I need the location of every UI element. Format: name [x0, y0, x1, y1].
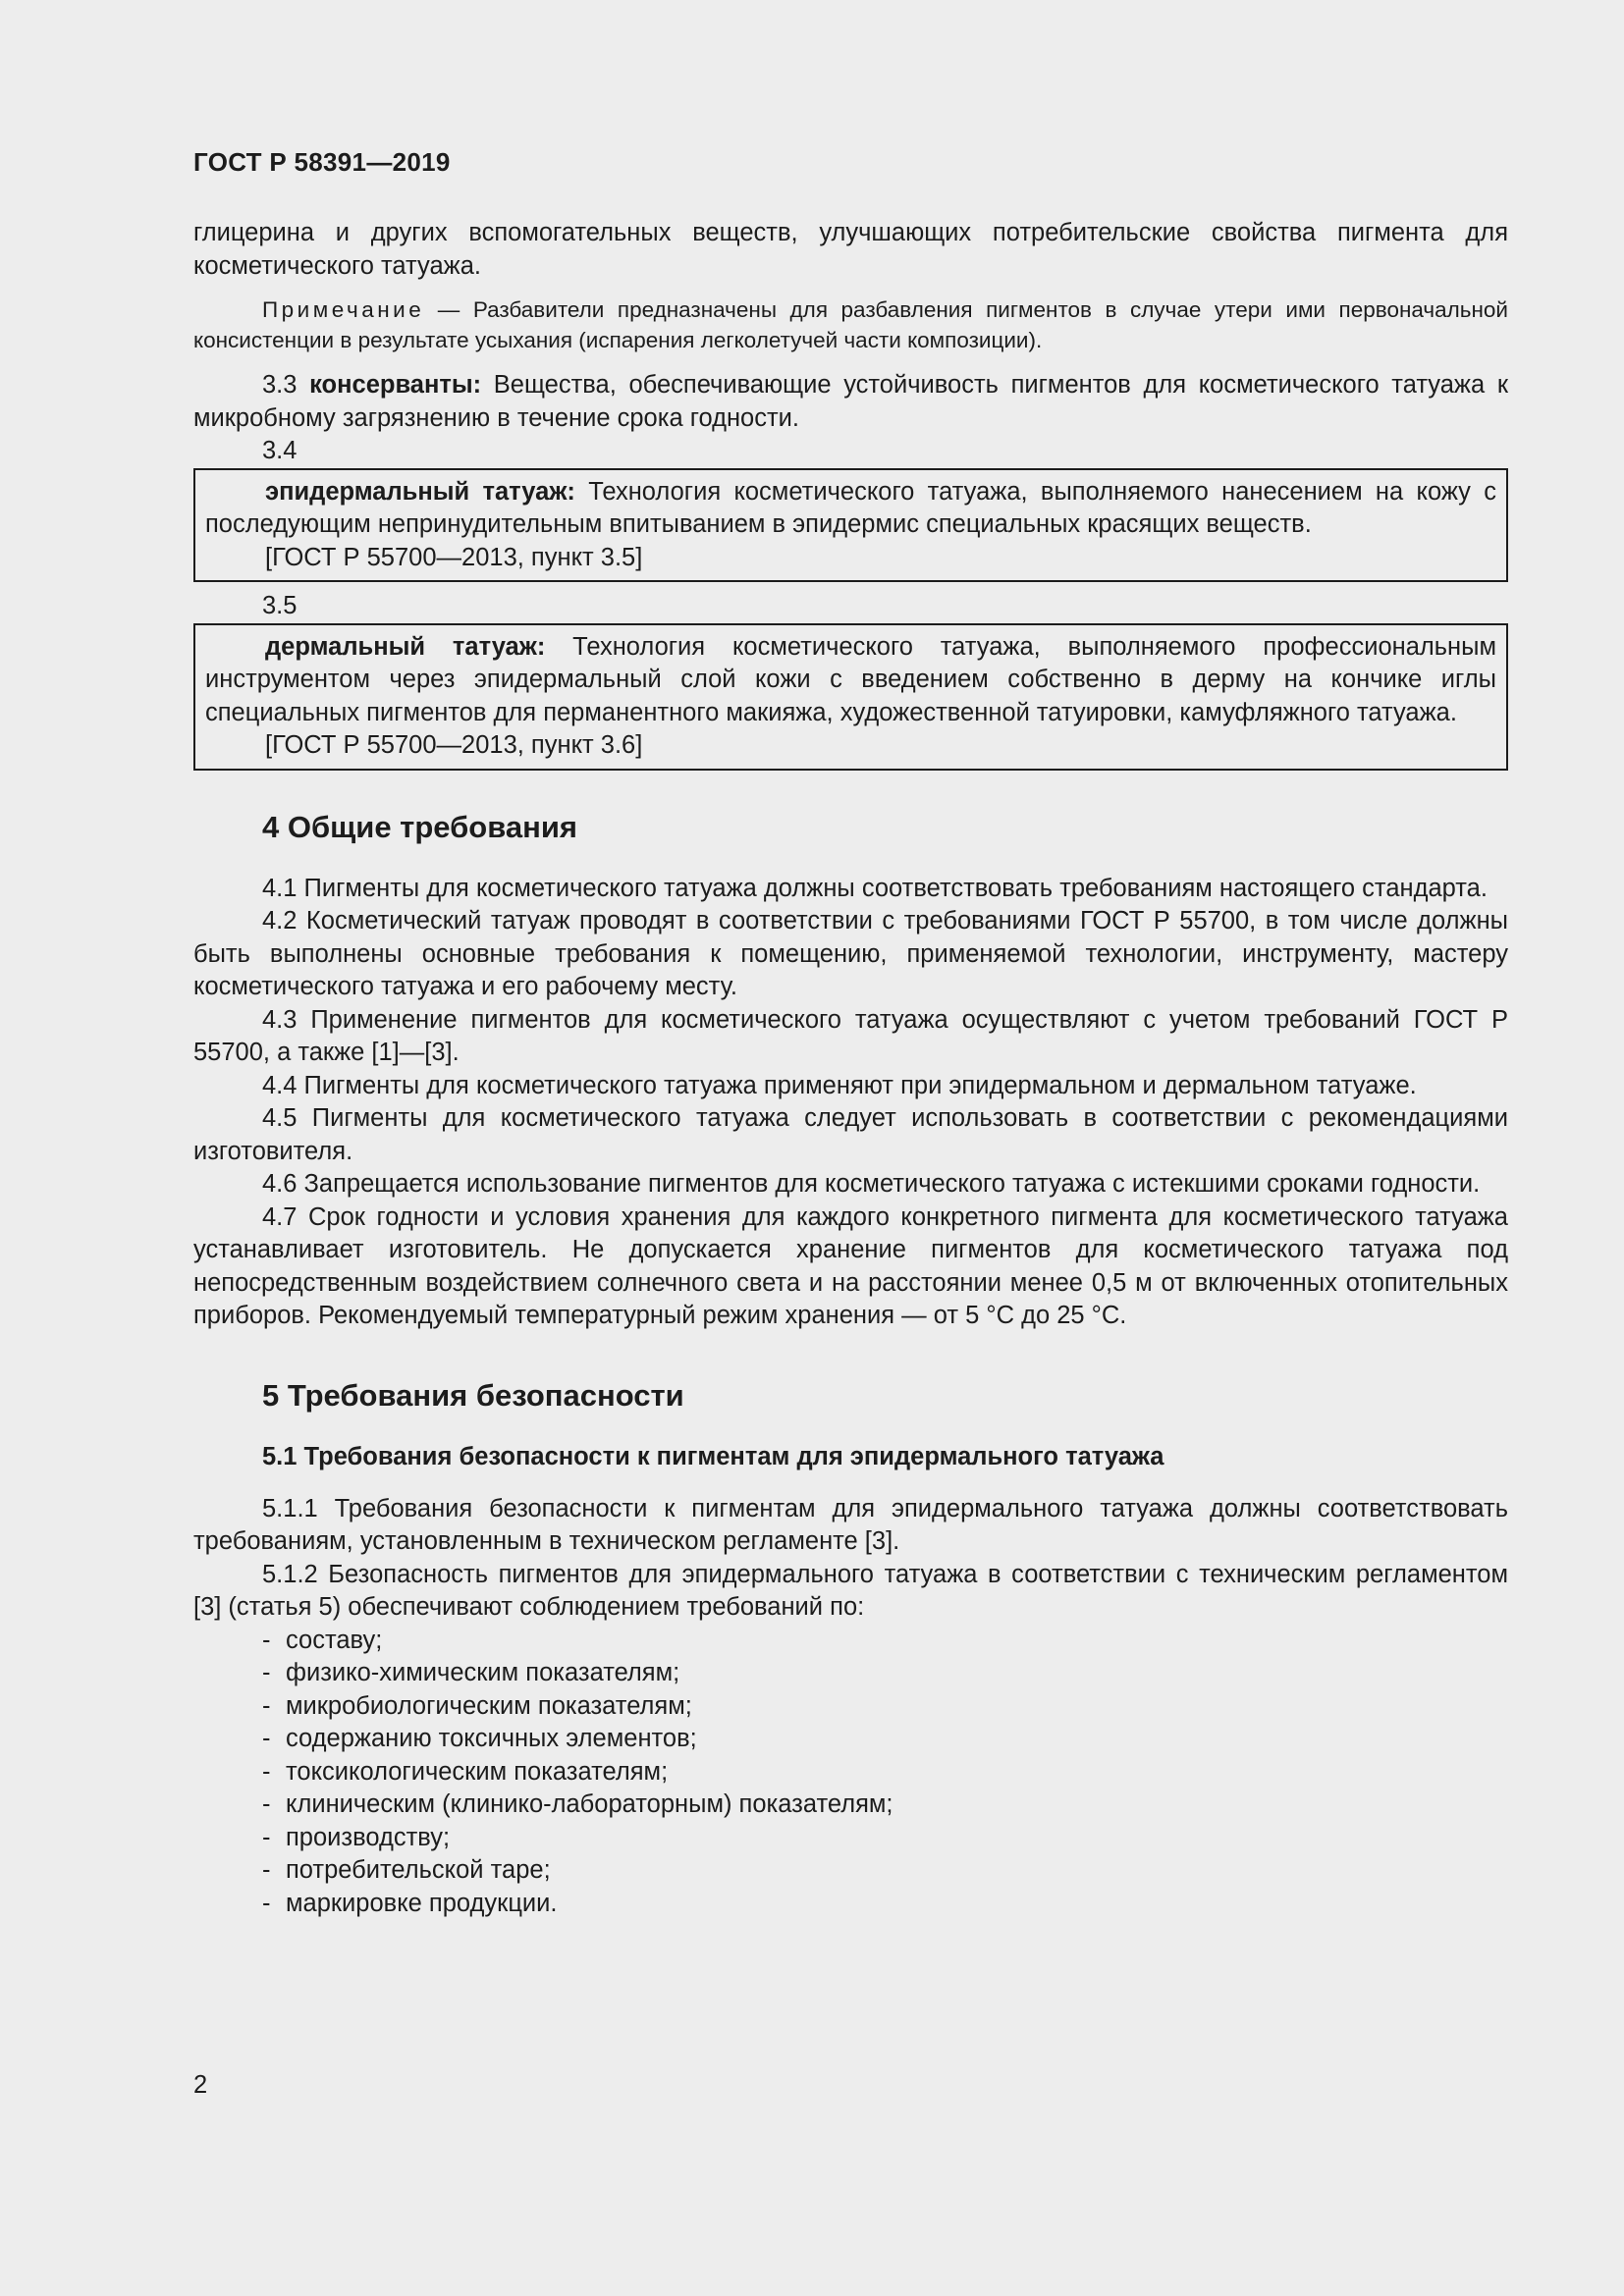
- list-item: - производству;: [262, 1822, 1508, 1855]
- section-4-title: 4 Общие требования: [262, 809, 577, 844]
- list-item: - физико-химическим показателям;: [262, 1657, 1508, 1690]
- section-4-item: 4.4 Пигменты для косметического татуажа применяют при эпидермальном и дермальном татуаже.: [262, 1071, 1417, 1099]
- term-3-5-number: 3.5: [262, 592, 298, 619]
- list-item: - составу;: [262, 1625, 1508, 1658]
- dash-marker: -: [262, 1691, 271, 1720]
- dash-marker: -: [262, 1889, 271, 1917]
- term-3-5-box: [193, 623, 1508, 771]
- list-item: - микробиологическим показателям;: [262, 1690, 1508, 1724]
- term-3-3-definition: Вещества, обеспечивающие устойчивость пигментов для косметического татуажа к микробному загрязнению в течение срока годности.: [193, 371, 1508, 432]
- dash-marker: -: [262, 1757, 271, 1786]
- section-4-item: 4.2 Косметический татуаж проводят в соответствии с требованиями ГОСТ Р 55700, в том числе должны быть выполнены основные требования к помещению, применяемой технологии, инструменту, мастеру косметического татуажа и его рабочему месту.: [193, 907, 1508, 1000]
- section-5-item: 5.1.1 Требования безопасности к пигментам для эпидермального татуажа должны соответствовать требованиям, установленным в техническом регламенте [3].: [193, 1494, 1508, 1555]
- document-page: [193, 147, 1508, 1920]
- term-3-3-term: консерванты:: [309, 371, 482, 399]
- dash-marker: -: [262, 1626, 271, 1654]
- term-3-4-ref: [ГОСТ Р 55700—2013, пункт 3.5]: [265, 543, 643, 571]
- dash-marker: -: [262, 1823, 271, 1851]
- term-3-4-box: [193, 468, 1508, 583]
- term-3-5-definition: Технология косметического татуажа, выполняемого профессиональным инструментом через эпидермальный слой кожи с введением собственно в дерму на кончике иглы специальных пигментов для перманентного макияжа, художественной татуировки, камуфляжного татуажа.: [205, 632, 1496, 726]
- requirements-list: [193, 1625, 1508, 1921]
- list-item: - клиническим (клинико-лабораторным) показателям;: [262, 1789, 1508, 1822]
- subsection-5-1-title: 5.1 Требования безопасности к пигментам для эпидермального татуажа: [262, 1442, 1164, 1470]
- term-3-3: [193, 369, 1508, 435]
- term-3-5-paragraph: [205, 631, 1496, 730]
- list-item: - токсикологическим показателям;: [262, 1756, 1508, 1789]
- section-4-item: 4.5 Пигменты для косметического татуажа следует использовать в соответствии с рекомендациями изготовителя.: [193, 1104, 1508, 1165]
- section-4-item: 4.6 Запрещается использование пигментов для косметического татуажа с истекшими сроками годности.: [262, 1170, 1481, 1198]
- document-header: ГОСТ Р 58391—2019: [193, 147, 451, 177]
- section-4-item: 4.7 Срок годности и условия хранения для каждого конкретного пигмента для косметического татуажа устанавливает изготовитель. Не допускается хранение пигментов для косметического татуажа под непосредственным воздействием солнечного света и на расстоянии менее 0,5 м от включенных отопительных приборов. Рекомендуемый температурный режим хранения — от 5 °С до 25 °С.: [193, 1202, 1508, 1329]
- section-5-title: 5 Требования безопасности: [262, 1377, 684, 1413]
- page-number: 2: [193, 2071, 208, 2099]
- term-3-4-paragraph: [205, 476, 1496, 542]
- dash-marker: -: [262, 1790, 271, 1818]
- term-3-4-term: эпидермальный татуаж:: [265, 477, 575, 506]
- term-3-3-number: 3.3: [262, 371, 298, 399]
- term-3-4-definition: Технология косметического татуажа, выполняемого нанесением на кожу с последующим непринудительным впитыванием в эпидермис специальных красящих веществ.: [205, 477, 1496, 538]
- note-text: — Разбавители предназначены для разбавления пигментов в случае утери ими первоначальной консистенции в результате усыхания (испарения легколетучей части композиции).: [193, 297, 1508, 352]
- list-item: - содержанию токсичных элементов;: [262, 1723, 1508, 1756]
- term-3-5-term: дермальный татуаж:: [265, 632, 546, 661]
- list-item: - маркировке продукции.: [262, 1888, 1508, 1921]
- note-label: Примечание: [262, 297, 425, 322]
- dash-marker: -: [262, 1856, 271, 1884]
- section-5-item: 5.1.2 Безопасность пигментов для эпидермального татуажа в соответствии с техническим регламентом [3] (статья 5) обеспечивают соблюдением требований по:: [193, 1560, 1508, 1621]
- term-3-4-number: 3.4: [262, 437, 298, 464]
- section-4-item: 4.3 Применение пигментов для косметического татуажа осуществляют с учетом требований ГОСТ Р 55700, а также [1]—[3].: [193, 1005, 1508, 1066]
- dash-marker: -: [262, 1659, 271, 1686]
- note-paragraph: [193, 294, 1508, 355]
- list-item: - потребительской таре;: [262, 1854, 1508, 1888]
- dash-marker: -: [262, 1725, 271, 1752]
- section-4-item: 4.1 Пигменты для косметического татуажа должны соответствовать требованиям настоящего стандарта.: [262, 874, 1488, 902]
- intro-paragraph: глицерина и других вспомогательных веществ, улучшающих потребительские свойства пигмента для косметического татуажа.: [193, 219, 1508, 280]
- term-3-5-ref: [ГОСТ Р 55700—2013, пункт 3.6]: [265, 731, 643, 759]
